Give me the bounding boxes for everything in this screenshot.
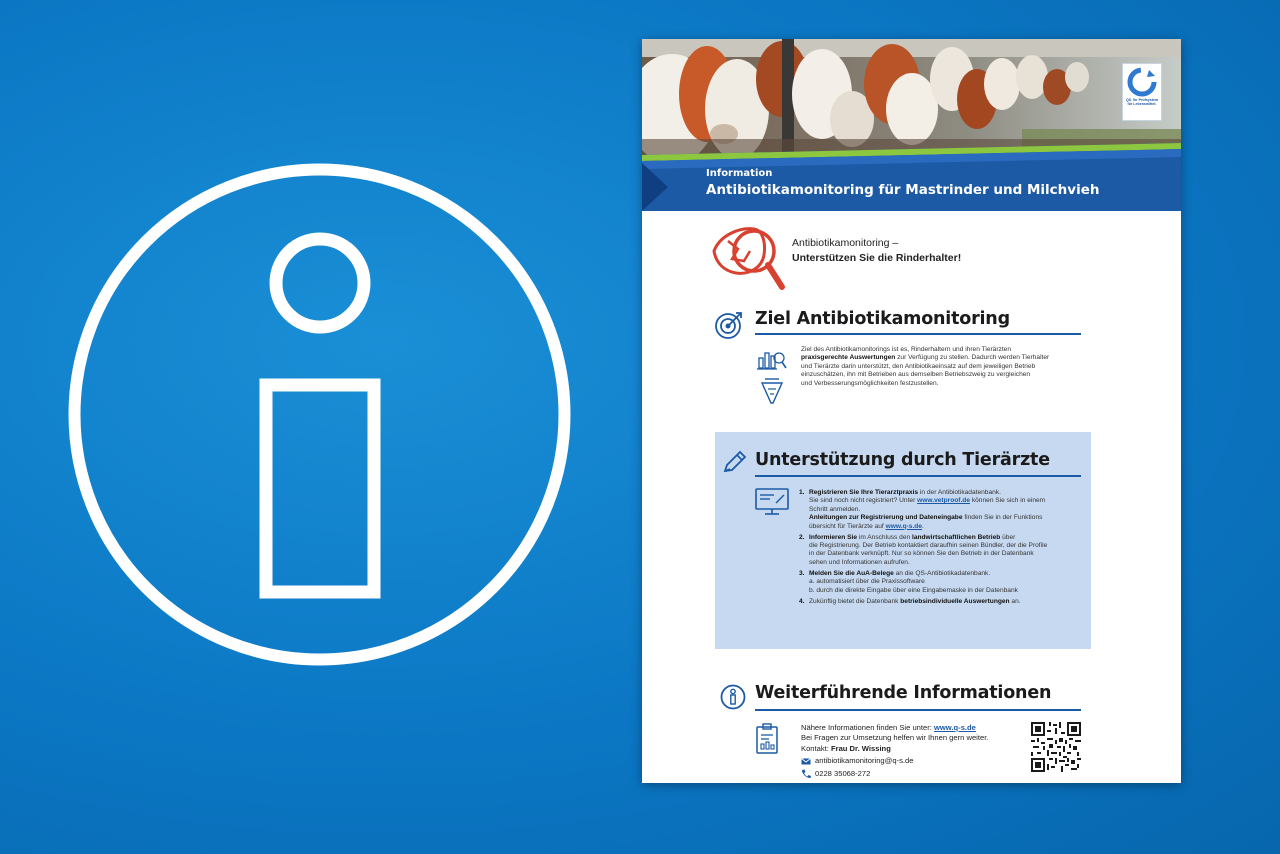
qs-logo-tagline: QS. Ihr Prüfsystem für Lebensmittel. [1125,98,1159,107]
email-icon [801,758,811,765]
support-steps [799,489,1089,609]
qs-logo [1122,63,1162,121]
info-icon [720,684,746,710]
vetproof-link[interactable]: www.vetproof.de [917,497,971,505]
phone-icon [801,769,811,778]
step-4: 4. Zukünftig bietet die Datenbank betriebsindividuelle Auswertungen an. [799,597,1021,605]
phone-number[interactable]: 0228 35068-272 [815,768,871,778]
hero-line-1: Antibiotikamonitoring – [792,237,899,249]
email-address[interactable]: antibiotikamonitoring@q-s.de [815,756,914,766]
chart-analysis-icon [757,348,787,370]
information-flyer [642,39,1181,783]
qs-link-info[interactable]: www.q-s.de [933,723,976,732]
clipboard-icon [755,723,779,755]
support-title: Unterstützung durch Tierärzte [755,450,1050,470]
weiter-title: Weiterführende Informationen [755,683,1052,703]
header-label: Information [706,168,773,179]
ziel-description: Ziel des Antibiotikamonitorings ist es, Rinderhaltern und ihren Tierärzten praxisgerechte Auswertungen zur Verfügung zu stellen. Dadurch werden Tierhalter und Tierärzte darin unterstützt, den Antibiotikaeinsatz auf dem jeweiligen Betrieb einzuschätzen, ihn mit Betrieben aus demselben Betriebszweig zu vergleichen und Verbesserungsmöglichkeiten festzustellen. [801,346,1050,387]
pencil-icon [722,450,748,474]
cattle-photo [642,39,1181,157]
step-3: 3. Melden Sie die AuA-Belege an die QS-Antibiotikadatenbank. a. automatisiert über die Praxissoftware b. durch die direkte Eingabe über eine Eingabemaske in der Datenbank [799,569,1018,594]
qs-arrow-icon [1127,67,1157,97]
step-2: 2. Informieren Sie im Anschluss den landwirtschaftlichen Betrieb über die Registrierung. Der Betrieb kontaktiert daraufhin seinen Bündler, der die Profile in der Datenbank verknüpft. Nur so können Sie den Betrieb in der Datenbank sehen und Informationen aufrufen. [799,533,1048,566]
qs-link-support[interactable]: www.q-s.de [885,522,923,530]
ziel-rule [755,333,1081,335]
ziel-title: Ziel Antibiotikamonitoring [755,309,1010,329]
weiter-contact: Nähere Informationen finden Sie unter: www.q-s.de Bei Fragen zur Umsetzung helfen wir Ihnen gern weiter. Kontakt: Frau Dr. Wissing antibiotikamonitoring@q-s.de 0228 35068-272 [801,723,989,778]
target-icon [714,310,744,340]
hero-line-2: Unterstützen Sie die Rinderhalter! [792,252,962,264]
funnel-icon [760,375,784,405]
weiter-rule [755,709,1081,711]
cow-magnifier-icon [710,221,788,295]
header-title: Antibiotikamonitoring für Mastrinder und Milchvieh [706,182,1100,198]
computer-monitor-icon [754,487,790,517]
support-rule [755,475,1081,477]
large-info-icon [67,162,572,667]
step-1: 1. Registrieren Sie Ihre Tierarztpraxis in der Antibiotikadatenbank. Sie sind noch nicht registriert? Unter www.vetproof.de können Sie sich in einem Schritt anmelden. Anleitungen zur Registrierung und Dateneingabe finden Sie in der Funktions übersicht für Tierärzte auf www.q-s.de. [799,489,1046,530]
qr-code[interactable] [1031,722,1081,772]
